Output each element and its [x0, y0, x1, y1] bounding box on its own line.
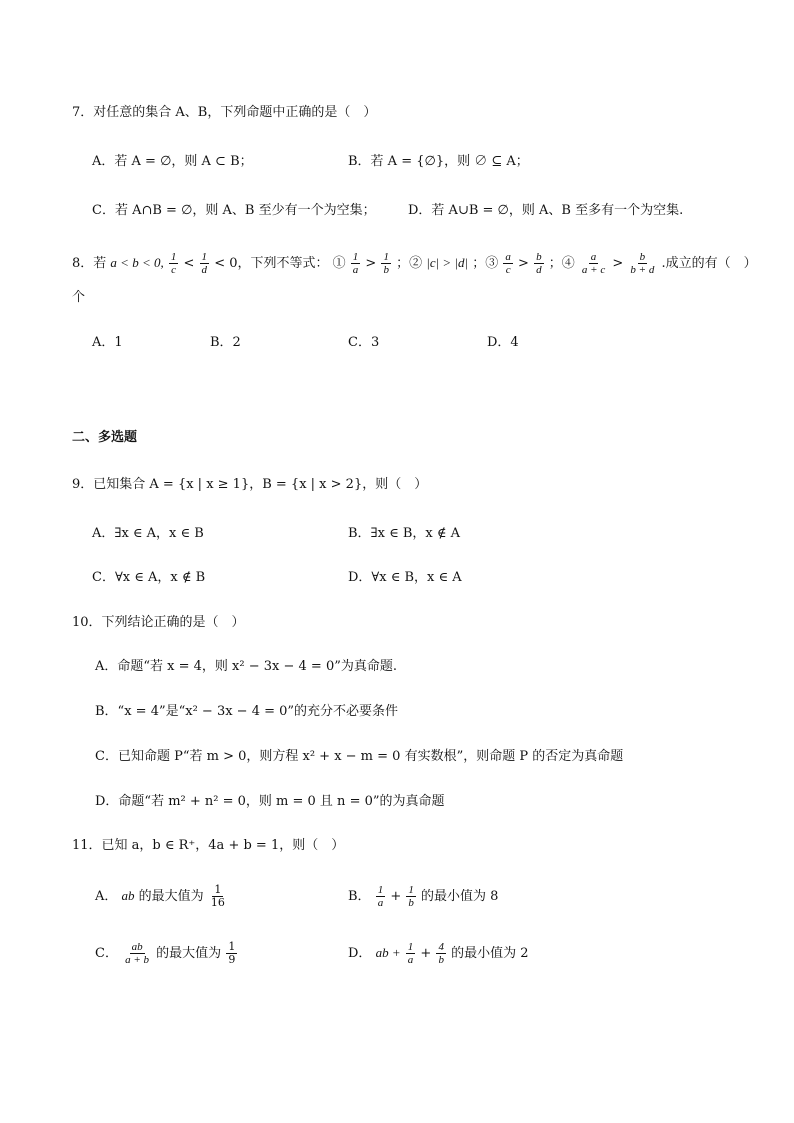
q8-abs-inequality: |c| > |d|	[426, 255, 469, 270]
q11-c-frac-1-den: a + b	[125, 954, 150, 966]
q11-d-frac-2-num: 4	[438, 941, 444, 953]
q11-b-frac-1-num: 1	[377, 884, 384, 896]
q8-frac-6-den: d	[536, 264, 542, 276]
q7-option-b: B．若 A = {∅}，则 ∅ ⊆ A；	[348, 154, 529, 169]
q8-frac-4-num: 1	[383, 251, 389, 263]
q7-stem: 7．对任意的集合 A、B，下列命题中正确的是（ ）	[72, 105, 377, 120]
q11-d-frac-2	[436, 941, 446, 966]
q8-gt-3: >	[612, 256, 624, 271]
q9-option-c: C．∀x ∈ A，x ∉ B	[92, 570, 206, 585]
q11-option-a	[95, 884, 228, 909]
q11-d-frac-1-den: a	[407, 954, 414, 966]
q11-option-b	[348, 884, 498, 909]
q8-frac-8-num: b	[639, 251, 646, 263]
q8-frac-5-num: a	[505, 251, 511, 263]
q11-d-variable: ab +	[375, 945, 401, 960]
q7-option-d: D．若 A∪B = ∅，则 A、B 至多有一个为空集.	[408, 203, 684, 218]
q8-option-b: B．2	[210, 335, 241, 350]
q11-b-label: B．	[348, 889, 371, 904]
q7-option-c: C．若 A∩B = ∅，则 A、B 至少有一个为空集；	[92, 203, 376, 218]
q8-option-c: C．3	[348, 335, 380, 350]
q11-option-d	[348, 941, 528, 966]
q8-option-a: A．1	[92, 335, 123, 350]
q8-frac-7-den: a + c	[581, 264, 606, 276]
q8-frac-3-num: 1	[352, 251, 359, 263]
q10-option-a: A．命题“若 x = 4，则 x² − 3x − 4 = 0”为真命题.	[95, 659, 397, 674]
q8-sep-2: ；③	[472, 256, 499, 271]
q8-frac-1-over-b	[381, 251, 391, 276]
q8-frac-2-num: 1	[201, 251, 208, 263]
q8-frac-b-over-d	[534, 251, 544, 276]
q11-b-plus: +	[390, 889, 402, 904]
q11-a-variable: ab	[121, 888, 135, 903]
q11-b-text: 的最小值为 8	[421, 889, 499, 904]
q11-d-plus: +	[420, 946, 432, 961]
q8-frac-2-den: d	[201, 264, 208, 276]
q8-frac-6-num: b	[536, 251, 542, 263]
q8-frac-4-den: b	[383, 264, 389, 276]
q11-stem: 11．已知 a，b ∈ R⁺，4a + b = 1，则（ ）	[72, 838, 345, 853]
q11-c-text: 的最大值为	[156, 946, 222, 961]
q9-option-d: D．∀x ∈ B，x ∈ A	[348, 570, 462, 585]
section-title-multiple-choice: 二、多选题	[72, 430, 138, 445]
q11-b-frac-1	[376, 884, 386, 909]
q8-frac-1-num: 1	[170, 251, 177, 263]
q8-stem	[72, 251, 757, 276]
q11-c-frac-1	[123, 941, 151, 966]
q8-frac-1-over-a	[351, 251, 361, 276]
q8-gt-1: >	[365, 256, 377, 271]
q8-frac-7-num: a	[590, 251, 597, 263]
q11-a-label: A．	[95, 889, 118, 904]
q8-frac-1-over-c	[169, 251, 179, 276]
q8-frac-1-den: c	[171, 264, 177, 276]
q8-option-d: D．4	[487, 335, 519, 350]
q11-a-frac-den: 16	[210, 896, 225, 909]
q8-frac-3-den: a	[352, 264, 359, 276]
q8-frac-a-over-c	[503, 251, 513, 276]
q11-d-frac-1-num: 1	[407, 941, 414, 953]
q10-option-c: C．已知命题 P“若 m > 0，则方程 x² + x − m = 0 有实数根”，则命题 P 的否定为真命题	[95, 749, 624, 764]
q11-a-text: 的最大值为	[138, 889, 204, 904]
q8-frac-8-den: b + d	[630, 264, 655, 276]
q8-tail-line: 个	[72, 290, 86, 305]
q11-d-frac-2-den: b	[438, 954, 444, 966]
q9-option-a: A．∃x ∈ A，x ∈ B	[92, 526, 204, 541]
q11-c-frac-1-num: ab	[131, 941, 143, 953]
q10-option-d: D．命题“若 m² + n² = 0，则 m = 0 且 n = 0”的为真命题	[95, 794, 445, 809]
q8-frac-5-den: c	[505, 264, 511, 276]
q7-option-a: A．若 A = ∅，则 A ⊂ B；	[92, 154, 253, 169]
q11-b-frac-2-den: b	[408, 897, 414, 909]
q11-d-text: 的最小值为 2	[451, 946, 529, 961]
q10-stem: 10．下列结论正确的是（ ）	[72, 615, 245, 630]
q10-option-b: B．“x = 4”是“x² − 3x − 4 = 0”的充分不必要条件	[95, 704, 399, 719]
q9-stem: 9．已知集合 A = {x | x ≥ 1}，B = {x | x > 2}，则（ ）	[72, 477, 428, 492]
q11-b-frac-1-den: a	[377, 897, 384, 909]
q8-tail: .成立的有（ ）	[661, 256, 757, 271]
q8-condition: a < b < 0,	[110, 255, 164, 270]
q11-c-frac-2-den: 9	[228, 953, 236, 966]
q8-item-1-marker: ①	[332, 256, 346, 271]
q11-b-frac-2-num: 1	[408, 884, 414, 896]
q11-a-frac-num: 1	[214, 883, 222, 896]
q11-option-c	[95, 941, 238, 966]
q8-lt0-text: < 0，下列不等式：	[214, 256, 329, 271]
q11-c-frac-2-num: 1	[228, 940, 236, 953]
q11-d-frac-1	[406, 941, 416, 966]
q11-b-frac-2	[406, 884, 416, 909]
q8-prefix: 8．若	[72, 256, 107, 271]
q8-sep-3: ；④	[548, 256, 575, 271]
q11-d-label: D．	[348, 946, 372, 961]
q8-gt-2: >	[518, 256, 529, 271]
q8-frac-b-over-b-plus-d	[628, 251, 656, 276]
q11-c-frac-2	[226, 941, 237, 966]
q8-sep-1: ；②	[396, 256, 423, 271]
q8-frac-a-over-a-plus-c	[580, 251, 607, 276]
q11-a-fraction	[209, 884, 227, 909]
q9-option-b: B．∃x ∈ B，x ∉ A	[348, 526, 460, 541]
q8-frac-1-over-d	[200, 251, 210, 276]
q8-lt: <	[183, 256, 195, 271]
q11-c-label: C．	[95, 946, 118, 961]
